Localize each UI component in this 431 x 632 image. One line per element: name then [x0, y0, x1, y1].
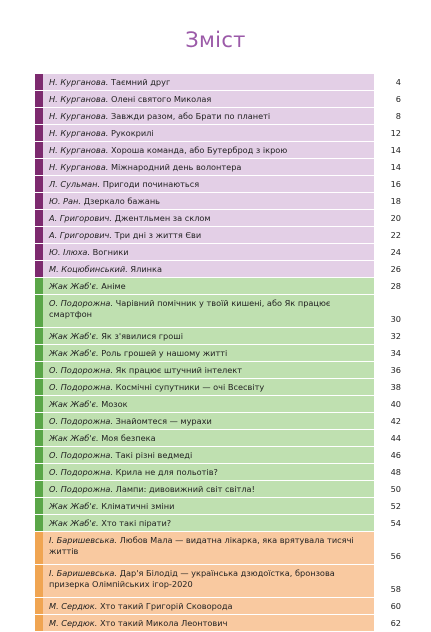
toc-entry-text: [43, 532, 374, 564]
toc-entry[interactable]: [35, 447, 405, 464]
toc-entry-text: [43, 464, 374, 480]
toc-entry[interactable]: [35, 328, 405, 345]
section-color-bar: [35, 328, 43, 344]
toc-entry-text: [43, 193, 374, 209]
toc-entry-text: [43, 498, 374, 514]
toc-entry-page-number: 54: [374, 515, 405, 531]
toc-entry-text: [43, 74, 374, 90]
toc-entry-title: Хороша команда, або Бутерброд з ікрою: [110, 145, 288, 155]
toc-entry-author: М. Сердюк.: [49, 601, 98, 611]
toc-entry-text: [43, 176, 374, 192]
toc-entry-text: [43, 345, 374, 361]
toc-entry-page-number: 28: [374, 278, 405, 294]
toc-entry-title: Знайомтеся — мурахи: [115, 416, 212, 426]
toc-entry-text: [43, 379, 374, 395]
toc-entry-author: Н. Курганова.: [49, 111, 109, 121]
section-color-bar: [35, 261, 43, 277]
toc-entry[interactable]: [35, 91, 405, 108]
toc-entry-text: [43, 210, 374, 226]
toc-entry-text: [43, 91, 374, 107]
toc-entry-author: І. Баришевська.: [49, 535, 118, 545]
toc-entry-title: Хто такий Микола Леонтович: [99, 618, 228, 628]
toc-entry-page-number: 36: [374, 362, 405, 378]
toc-entry-author: Жак Жаб'є.: [49, 348, 99, 358]
section-color-bar: [35, 481, 43, 497]
section-color-bar: [35, 159, 43, 175]
toc-entry-page-number: 14: [374, 159, 405, 175]
toc-entry-text: [43, 142, 374, 158]
section-color-bar: [35, 447, 43, 463]
section-color-bar: [35, 295, 43, 327]
toc-entry-text: [43, 430, 374, 446]
toc-entry-text: [43, 108, 374, 124]
toc-entry-title: Мозок: [101, 399, 128, 409]
toc-entry-title: Ялинка: [130, 264, 162, 274]
toc-entry[interactable]: [35, 108, 405, 125]
toc-entry-title: Такі різні ведмеді: [115, 450, 193, 460]
toc-entry-page-number: 56: [374, 532, 405, 564]
toc-entry-text: [43, 159, 374, 175]
toc-entry-page-number: 32: [374, 328, 405, 344]
toc-entry-page-number: 44: [374, 430, 405, 446]
toc-entry-title: Міжнародний день волонтера: [110, 162, 242, 172]
toc-entry[interactable]: [35, 615, 405, 632]
section-color-bar: [35, 244, 43, 260]
toc-entry-author: Ю. Ілюха.: [49, 247, 91, 257]
section-color-bar: [35, 464, 43, 480]
toc-entry-text: [43, 413, 374, 429]
toc-entry[interactable]: [35, 261, 405, 278]
toc-entry-title: Дар'я Білодід — українська дзюдоїстка, бронзова призерка Олімпійських ігор-2020: [49, 568, 335, 589]
toc-entry[interactable]: [35, 278, 405, 295]
toc-entry-author: М. Сердюк.: [49, 618, 98, 628]
section-color-bar: [35, 362, 43, 378]
toc-entry-author: М. Коцюбинський.: [49, 264, 128, 274]
toc-entry-text: [43, 481, 374, 497]
toc-entry-title: Любов Мала — видатна лікарка, яка врятувала тисячі життів: [49, 535, 354, 556]
section-color-bar: [35, 413, 43, 429]
toc-entry-title: Вогники: [92, 247, 129, 257]
toc-entry[interactable]: [35, 74, 405, 91]
toc-entry-text: [43, 328, 374, 344]
toc-entry-title: Кліматичні зміни: [101, 501, 175, 511]
toc-entry-text: [43, 362, 374, 378]
toc-entry-page-number: 22: [374, 227, 405, 243]
toc-entry[interactable]: [35, 379, 405, 396]
toc-entry[interactable]: [35, 159, 405, 176]
toc-entry-page-number: 38: [374, 379, 405, 395]
section-color-bar: [35, 74, 43, 90]
toc-entry[interactable]: [35, 413, 405, 430]
toc-entry-page-number: 34: [374, 345, 405, 361]
toc-entry-page-number: 18: [374, 193, 405, 209]
section-color-bar: [35, 379, 43, 395]
toc-entry-text: [43, 598, 374, 614]
toc-entry-author: Жак Жаб'є.: [49, 281, 99, 291]
toc-entry-page-number: 40: [374, 396, 405, 412]
toc-entry-page-number: 62: [374, 615, 405, 631]
toc-entry-author: Н. Курганова.: [49, 77, 109, 87]
toc-entry-title: Джентльмен за склом: [114, 213, 211, 223]
toc-entry[interactable]: [35, 210, 405, 227]
section-color-bar: [35, 532, 43, 564]
toc-entry[interactable]: [35, 396, 405, 413]
section-color-bar: [35, 91, 43, 107]
section-color-bar: [35, 142, 43, 158]
toc-entry[interactable]: [35, 362, 405, 379]
toc-entry[interactable]: [35, 430, 405, 447]
toc-entry-page-number: 14: [374, 142, 405, 158]
toc-entry-page-number: 12: [374, 125, 405, 141]
toc-entry-author: О. Подорожна.: [49, 416, 114, 426]
toc-entry-page-number: 52: [374, 498, 405, 514]
section-color-bar: [35, 227, 43, 243]
section-color-bar: [35, 210, 43, 226]
toc-entry-title: Чарівний помічник у твоїй кишені, або Як працює смартфон: [49, 298, 331, 319]
toc-entry-author: Ю. Ран.: [49, 196, 81, 206]
toc-entry[interactable]: [35, 176, 405, 193]
toc-entry-author: О. Подорожна.: [49, 298, 114, 308]
toc-entry-page-number: 6: [374, 91, 405, 107]
toc-entry-author: О. Подорожна.: [49, 484, 114, 494]
toc-entry[interactable]: [35, 193, 405, 210]
section-color-bar: [35, 565, 43, 597]
toc-entry-page-number: 20: [374, 210, 405, 226]
toc-entry-title: Крила не для польотів?: [115, 467, 218, 477]
toc-entry-title: Рукокрилі: [110, 128, 154, 138]
toc-entry-page-number: 42: [374, 413, 405, 429]
toc-entry-title: Хто такий Григорій Сковорода: [99, 601, 233, 611]
toc-entry-title: Олені святого Миколая: [110, 94, 212, 104]
toc-entry-text: [43, 244, 374, 260]
toc-entry-author: О. Подорожна.: [49, 467, 114, 477]
toc-entry-author: Н. Курганова.: [49, 94, 109, 104]
section-color-bar: [35, 515, 43, 531]
section-color-bar: [35, 396, 43, 412]
toc-entry-author: Жак Жаб'є.: [49, 518, 99, 528]
toc-entry-page-number: 60: [374, 598, 405, 614]
toc-entry[interactable]: [35, 532, 405, 565]
toc-entry[interactable]: [35, 345, 405, 362]
toc-entry[interactable]: [35, 125, 405, 142]
toc-entry-title: Як з'явилися гроші: [101, 331, 184, 341]
toc-entry[interactable]: [35, 464, 405, 481]
toc-entry-title: Роль грошей у нашому житті: [101, 348, 228, 358]
toc-entry-page-number: 48: [374, 464, 405, 480]
toc-entry-title: Пригоди починаються: [102, 179, 200, 189]
toc-entry-text: [43, 615, 374, 631]
section-color-bar: [35, 278, 43, 294]
toc-entry[interactable]: [35, 244, 405, 261]
toc-entry-page-number: 8: [374, 108, 405, 124]
table-of-contents: [35, 74, 405, 632]
toc-entry-title: Таємний друг: [110, 77, 171, 87]
toc-entry[interactable]: [35, 498, 405, 515]
toc-entry[interactable]: [35, 481, 405, 498]
toc-entry-page-number: 4: [374, 74, 405, 90]
toc-entry-page-number: 24: [374, 244, 405, 260]
section-color-bar: [35, 176, 43, 192]
toc-entry-text: [43, 227, 374, 243]
toc-entry-page-number: 46: [374, 447, 405, 463]
toc-entry-title: Моя безпека: [101, 433, 156, 443]
toc-entry[interactable]: [35, 142, 405, 159]
section-color-bar: [35, 615, 43, 631]
toc-entry-title: Завжди разом, або Брати по планеті: [110, 111, 271, 121]
toc-entry-author: Н. Курганова.: [49, 128, 109, 138]
section-color-bar: [35, 498, 43, 514]
toc-entry-author: О. Подорожна.: [49, 365, 114, 375]
toc-entry-title: Як працює штучний інтелект: [115, 365, 242, 375]
toc-entry-page-number: 16: [374, 176, 405, 192]
toc-entry-text: [43, 278, 374, 294]
toc-entry-text: [43, 447, 374, 463]
toc-entry-author: Н. Курганова.: [49, 162, 109, 172]
toc-entry-author: Жак Жаб'є.: [49, 399, 99, 409]
toc-entry-page-number: 30: [374, 295, 405, 327]
toc-entry-title: Хто такі пірати?: [101, 518, 172, 528]
toc-entry-title: Дзеркало бажань: [83, 196, 161, 206]
toc-entry-text: [43, 515, 374, 531]
page-title: Зміст: [185, 28, 246, 52]
section-color-bar: [35, 108, 43, 124]
toc-entry[interactable]: [35, 598, 405, 615]
toc-entry-page-number: 58: [374, 565, 405, 597]
toc-entry[interactable]: [35, 565, 405, 598]
toc-entry-title: Три дні з життя Єви: [114, 230, 202, 240]
toc-entry-text: [43, 565, 374, 597]
toc-entry-page-number: 50: [374, 481, 405, 497]
toc-entry[interactable]: [35, 295, 405, 328]
toc-entry-text: [43, 261, 374, 277]
section-color-bar: [35, 345, 43, 361]
toc-entry-page-number: 26: [374, 261, 405, 277]
toc-entry-text: [43, 125, 374, 141]
toc-entry-author: А. Григорович.: [49, 213, 112, 223]
toc-entry-title: Аніме: [101, 281, 126, 291]
toc-entry-author: Жак Жаб'є.: [49, 331, 99, 341]
toc-entry[interactable]: [35, 515, 405, 532]
toc-entry-author: О. Подорожна.: [49, 382, 114, 392]
toc-entry-author: І. Баришевська.: [49, 568, 118, 578]
section-color-bar: [35, 193, 43, 209]
toc-entry-title: Лампи: дивовижний світ світла!: [115, 484, 255, 494]
toc-entry-author: Л. Сульман.: [49, 179, 101, 189]
toc-entry-text: [43, 295, 374, 327]
toc-entry-author: Жак Жаб'є.: [49, 433, 99, 443]
toc-entry-author: Жак Жаб'є.: [49, 501, 99, 511]
toc-entry-text: [43, 396, 374, 412]
section-color-bar: [35, 430, 43, 446]
toc-entry-title: Космічні супутники — очі Всесвіту: [115, 382, 265, 392]
toc-entry-author: О. Подорожна.: [49, 450, 114, 460]
toc-entry-author: А. Григорович.: [49, 230, 112, 240]
toc-entry-author: Н. Курганова.: [49, 145, 109, 155]
section-color-bar: [35, 598, 43, 614]
section-color-bar: [35, 125, 43, 141]
toc-entry[interactable]: [35, 227, 405, 244]
